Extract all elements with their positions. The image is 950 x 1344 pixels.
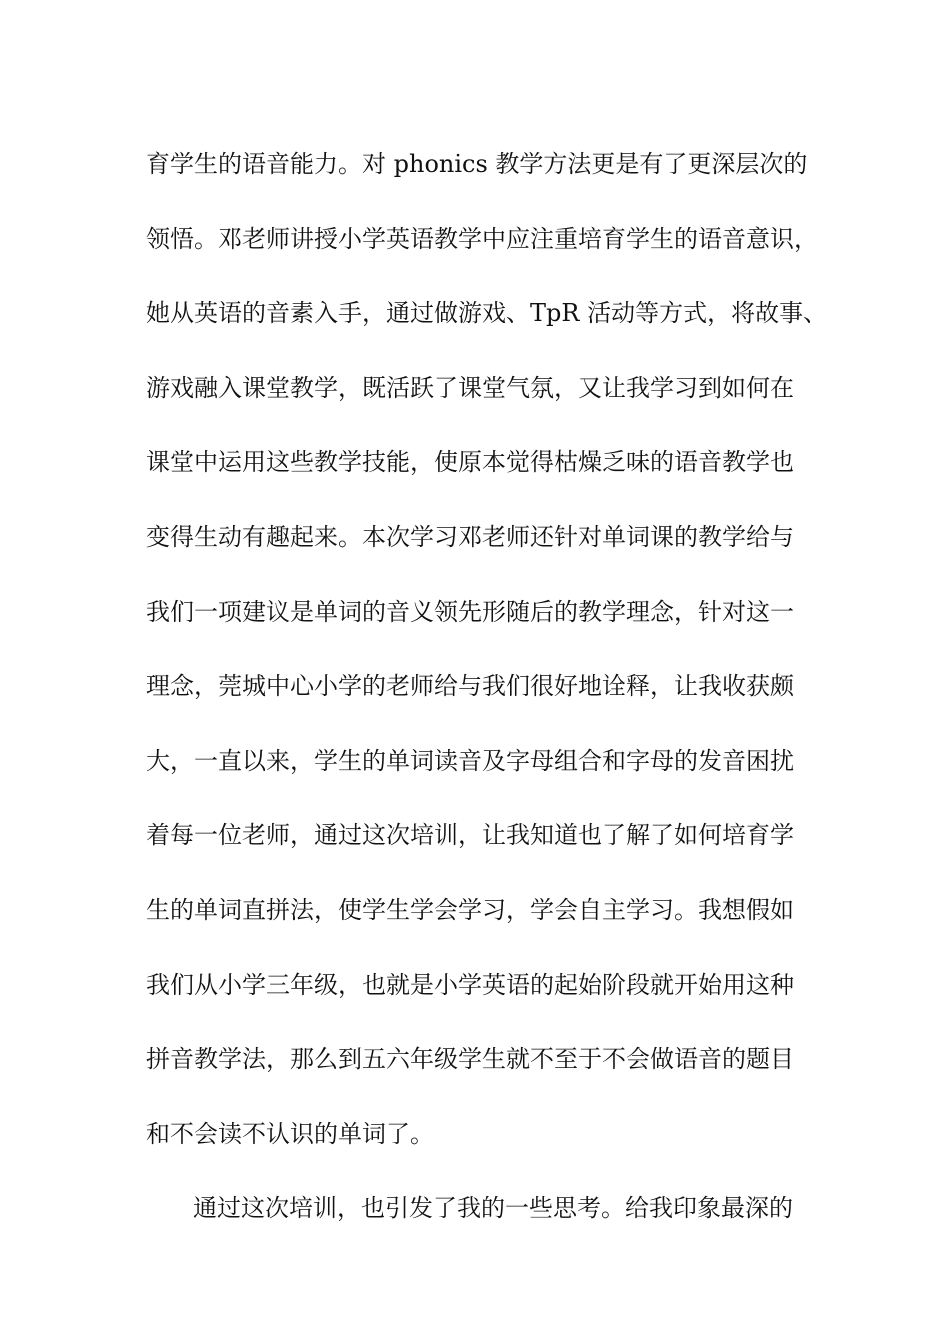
text-line-8: 理念，莞城中心小学的老师给与我们很好地诠释，让我收获颇	[146, 672, 794, 701]
text-line-12: 我们从小学三年级，也就是小学英语的起始阶段就开始用这种	[146, 970, 794, 999]
paragraph-start-line: 通过这次培训，也引发了我的一些思考。给我印象最深的	[193, 1194, 793, 1223]
text-line-11: 生的单词直拼法，使学生学会学习，学会自主学习。我想假如	[146, 895, 794, 924]
text-line-2: 领悟。邓老师讲授小学英语教学中应注重培育学生的语音意识，	[146, 224, 818, 253]
text-line-6: 变得生动有趣起来。本次学习邓老师还针对单词课的教学给与	[146, 522, 794, 551]
text-line-1: 育学生的语音能力。对 phonics 教学方法更是有了更深层次的	[146, 150, 808, 178]
text-line-14: 和不会读不认识的单词了。	[146, 1119, 434, 1148]
text-line-13: 拼音教学法，那么到五六年级学生就不至于不会做语音的题目	[146, 1045, 794, 1074]
text-line-9: 大，一直以来，学生的单词读音及字母组合和字母的发音困扰	[146, 746, 794, 775]
body-text	[146, 127, 826, 1246]
text-line-10: 着每一位老师，通过这次培训，让我知道也了解了如何培育学	[146, 821, 794, 850]
text-line-4: 游戏融入课堂教学，既活跃了课堂气氛，又让我学习到如何在	[146, 373, 794, 402]
text-line-3: 她从英语的音素入手，通过做游戏、TpR 活动等方式，将故事、	[146, 299, 828, 328]
text-line-7: 我们一项建议是单词的音义领先形随后的教学理念，针对这一	[146, 597, 794, 626]
text-line-5: 课堂中运用这些教学技能，使原本觉得枯燥乏味的语音教学也	[146, 448, 794, 477]
